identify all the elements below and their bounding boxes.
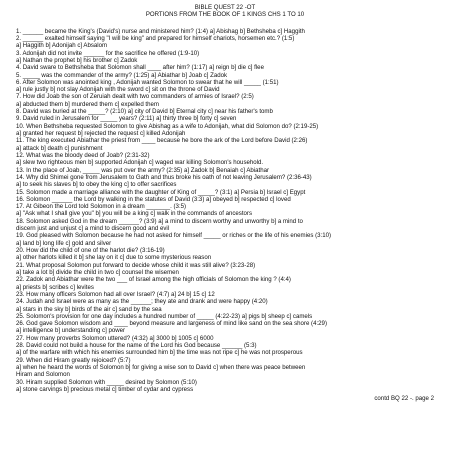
question-line: 28. David could not build a house for the name of the Lord his God because ______ (5:3) [16, 342, 257, 350]
question-line: Hiram and Solomon [16, 371, 70, 379]
question-line: 29. When did Hiram greatly rejoiced? (5:7) [16, 356, 131, 364]
question-line: 18. Solomon asked God in the dream ______? (3:9) a] a mind to discern worthy and unworthy b] a mind to [16, 217, 303, 225]
question-line: 5. _____ was the commander of the army? (1:25) a] Abiathar b] Joab c] Zadok [16, 71, 228, 79]
question-line: a] slew two righteous men b] supported Adonijah c] waged war killing Solomon's household. [16, 159, 264, 167]
continuation-note: contd BQ 22 -. page 2 [374, 395, 434, 403]
question-line: a] intelligence b] understanding c] power [16, 327, 126, 335]
question-list [16, 28, 434, 394]
question-line: a] Nathan the prophet b] his brother c] Zadok [16, 56, 138, 64]
question-line: 30. Hiram supplied Solomon with _____ desired by Solomon (5:10) [16, 378, 197, 386]
question-line: a] to seek his slaves b] to obey the king c] to offer sacrifices [16, 181, 177, 189]
question-line: 6. After Solomon was anointed king , Adonijah wanted Solomon to swear that he will _____ (1:51) [16, 78, 279, 86]
question-line: 3. Adonijah did not invite ______ for the sacrifice he offered (1:9-10) [16, 49, 200, 57]
question-line: a] stars in the sky b] birds of the air c] sand by the sea [16, 305, 162, 313]
question-line: 10. When Bethsheba requested Solomon to give Abishag as a wife to Adonijah, what did Solomon do? (2:19-25) [16, 122, 319, 130]
question-line: 19. God pleased with Solomon because he had not asked for himself _____ or riches or the life of his enemies (3:10) [16, 232, 332, 240]
question-line: 11. The king executed Abiathar the priest from ____ because he bore the ark of the Lord before David (2:26) [16, 137, 308, 145]
question-line: 15. Solomon made a marriage alliance with the daughter of King of _____? (3:1) a] Persia b] Israel c] Egypt [16, 188, 306, 196]
question-line: a] abducted them b] murdered them c] expelled them [16, 100, 159, 108]
question-line: 26. God gave Solomon wisdom and ____ beyond measure and largeness of mind like sand on the sea shore (4:29) [16, 320, 327, 328]
question-line: 2. ______ exalted himself saying "I will be king" and prepared for himself chariots, horsemen etc.? (1:5) [16, 34, 295, 42]
question-line: a] other harlots killed it b] she lay on it c] due to some mysterious reason [16, 254, 212, 262]
question-line: 1. ______ became the King's (David's) nurse and ministered him? (1:4) a] Abishag b] Bethsheba c] Haggith [16, 27, 305, 35]
question-line: 4. David sware to Bethsheba that Solomon shall ____ after him? (1:17) a] reign b] die c] flee [16, 64, 264, 72]
question-line: 20. How did the child of one of the harlot die? (3:16-19) [16, 247, 165, 254]
question-line: 14. Why did Shimei gone from Jerusalem to Gath and thus broke his oath of not leaving Jerusalem? (2:36-43) [16, 173, 312, 181]
question-line: a] priests b] scribes c] levites [16, 283, 94, 291]
question-line: 23. How many officers Solomon had all over Israel? (4:7) a] 24 b] 15 c] 12 [16, 290, 215, 298]
question-line: 13. In the place of Joab, _____ was put over the army? (2:35) a] Zadok b] Benaiah c] Abiathar [16, 166, 270, 174]
question-line: 25. Solomon's provision for one day includes a hundred number of _____ (4:22-23) a] pigs b] sheep c] camels [16, 312, 313, 320]
question-line: 17. At Gibeon the Lord told Solomon in a dream _______. (3:5) [16, 203, 187, 211]
question-line: a] of the warfare with which his enemies surrounded him b] the time was not ripe c] he was not prosperous [16, 349, 303, 357]
question-line: a] rule justly b] not slay Adonijah with the sword c] sit on the throne of David [16, 86, 220, 94]
question-line: 16. Solomon ______ the Lord by walking in the statutes of David (3:3) a] obeyed b] respected c] loved [16, 195, 291, 203]
question-line: discern just and unjust c] a mind to discern good and evil [16, 225, 170, 233]
question-line: 9. David ruled in Jerusalem for _____ years? (2:11) a] thirty three b] forty c] seven [16, 115, 237, 123]
question-line: a] take a lot b] divide the child in two c] counsel the wisemen [16, 268, 179, 276]
question-line: 27. How many proverbs Solomon uttered? (4:32) a] 3000 b] 1005 c] 6000 [16, 334, 214, 342]
question-line: a] land b] long life c] gold and silver [16, 239, 112, 247]
page-title: BIBLE QUEST 22 -OT [194, 4, 256, 11]
question-line: 8. David was buried at the _____? (2:10) a] city of David b] Eternal city c] near his father's tomb [16, 108, 273, 116]
worksheet-header [16, 4, 434, 19]
question-line: a] "Ask what I shall give you" b] you will be a king c] walk in the commands of ancestors [16, 210, 252, 218]
question-line: a] stone carvings b] precious metal c] timber of cydar and cypress [16, 385, 194, 393]
page-subtitle: PORTIONS FROM THE BOOK OF 1 KINGS CHS 1 TO 10 [145, 11, 305, 19]
question-line: 12. What was the bloody deed of Joab? (2:31-32) [16, 151, 150, 159]
question-line: 21. What proposal Solomon put forward to decide whose child it was still alive? (3:23-28) [16, 261, 256, 269]
question-line: a] granted her request b] rejected the request c] killed Adonijah [16, 130, 186, 137]
question-line: 24. Judah and Israel were as many as the ______; they ate and drank and were happy (4:20) [16, 298, 268, 306]
question-line: 22. Zadok and Abiathar were the two ___ of Israel among the high officials of Solomon the king ? (4:4) [16, 276, 291, 284]
question-line: a] attack b] death c] punishment [16, 144, 103, 152]
question-line: a] Haggith b] Adonijah c] Absalom [16, 42, 108, 50]
question-line: 7. How did Joab the son of Zeruiah dealt with two commanders of armies of Israel? (2:5) [16, 93, 254, 101]
question-line: a] when he heard the words of Solomon b] for giving a wise son to David c] when there was peace between [16, 364, 306, 371]
